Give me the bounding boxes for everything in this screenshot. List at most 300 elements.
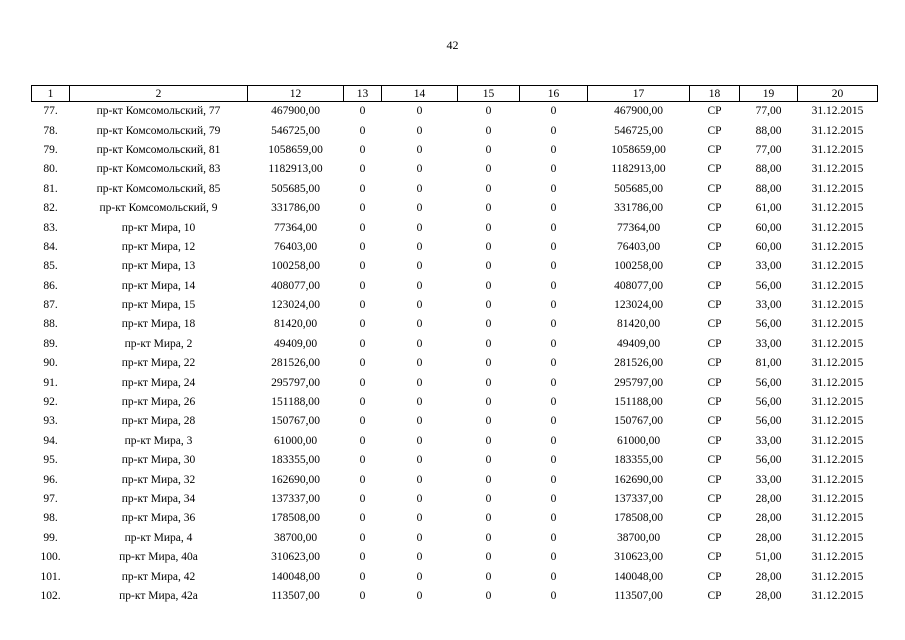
value-cell: 0 bbox=[416, 279, 423, 292]
value-cell: 0 bbox=[416, 105, 423, 118]
value-cell: 0 bbox=[359, 221, 366, 234]
address-cell: пр-кт Мира, 34 bbox=[121, 493, 196, 505]
address-cell: пр-кт Мира, 42а bbox=[119, 589, 198, 602]
value-cell: 0 bbox=[485, 396, 492, 409]
value-cell: 408077,00 bbox=[271, 279, 320, 292]
total-cell: 178508,00 bbox=[614, 512, 663, 525]
code-cell: СР bbox=[707, 182, 722, 195]
area-cell: 77,00 bbox=[755, 105, 782, 118]
value-cell: 0 bbox=[416, 182, 423, 195]
row-number: 77. bbox=[43, 105, 58, 118]
total-cell: 77364,00 bbox=[616, 221, 661, 234]
value-cell: 0 bbox=[416, 434, 423, 447]
value-cell: 81420,00 bbox=[273, 318, 318, 331]
value-cell: 123024,00 bbox=[271, 299, 320, 312]
value-cell: 0 bbox=[416, 454, 423, 467]
value-cell: 0 bbox=[416, 240, 423, 253]
row-number: 81. bbox=[43, 182, 58, 195]
total-cell: 281526,00 bbox=[614, 357, 663, 370]
value-cell: 0 bbox=[359, 105, 366, 118]
value-cell: 546725,00 bbox=[271, 124, 320, 137]
value-cell: 0 bbox=[359, 182, 366, 195]
value-cell: 0 bbox=[359, 396, 366, 409]
value-cell: 0 bbox=[485, 415, 492, 428]
table-row bbox=[32, 296, 878, 315]
address-cell: пр-кт Мира, 32 bbox=[121, 473, 196, 486]
table-row bbox=[32, 490, 878, 509]
table-row bbox=[32, 412, 878, 431]
value-cell: 0 bbox=[550, 512, 557, 525]
value-cell: 0 bbox=[416, 260, 423, 273]
total-cell: 408077,00 bbox=[614, 279, 663, 292]
value-cell: 38700,00 bbox=[273, 531, 318, 544]
address-cell: пр-кт Мира, 24 bbox=[121, 376, 196, 389]
code-cell: СР bbox=[707, 493, 722, 505]
value-cell: 310623,00 bbox=[271, 551, 320, 564]
column-header: 19 bbox=[740, 86, 798, 102]
value-cell: 0 bbox=[485, 570, 492, 583]
value-cell: 0 bbox=[359, 512, 366, 525]
column-header: 20 bbox=[798, 86, 878, 102]
row-number: 82. bbox=[43, 202, 58, 215]
total-cell: 81420,00 bbox=[616, 318, 661, 331]
total-cell: 546725,00 bbox=[614, 124, 663, 137]
table-row bbox=[32, 277, 878, 296]
value-cell: 1182913,00 bbox=[268, 163, 323, 176]
value-cell: 0 bbox=[485, 124, 492, 137]
value-cell: 0 bbox=[416, 143, 423, 156]
registry-table bbox=[31, 85, 878, 606]
date-cell: 31.12.2015 bbox=[811, 473, 864, 486]
date-cell: 31.12.2015 bbox=[811, 454, 864, 467]
value-cell: 0 bbox=[416, 415, 423, 428]
value-cell: 0 bbox=[550, 279, 557, 292]
date-cell: 31.12.2015 bbox=[811, 551, 864, 564]
column-header: 15 bbox=[458, 86, 520, 102]
area-cell: 33,00 bbox=[755, 260, 782, 273]
value-cell: 0 bbox=[359, 337, 366, 350]
value-cell: 0 bbox=[416, 551, 423, 564]
value-cell: 0 bbox=[416, 163, 423, 176]
value-cell: 0 bbox=[485, 589, 492, 602]
date-cell: 31.12.2015 bbox=[811, 570, 864, 583]
address-cell: пр-кт Мира, 18 bbox=[121, 318, 196, 331]
table-row bbox=[32, 141, 878, 160]
row-number: 80. bbox=[43, 163, 58, 176]
column-header: 12 bbox=[248, 86, 344, 102]
value-cell: 0 bbox=[416, 531, 423, 544]
value-cell: 0 bbox=[359, 473, 366, 486]
code-cell: СР bbox=[707, 434, 722, 447]
value-cell: 0 bbox=[416, 337, 423, 350]
code-cell: СР bbox=[707, 551, 722, 564]
value-cell: 0 bbox=[550, 531, 557, 544]
total-cell: 331786,00 bbox=[614, 202, 663, 215]
column-header: 2 bbox=[70, 86, 248, 102]
value-cell: 61000,00 bbox=[273, 434, 318, 447]
total-cell: 61000,00 bbox=[616, 434, 661, 447]
area-cell: 33,00 bbox=[755, 473, 782, 486]
code-cell: СР bbox=[707, 105, 722, 118]
table-row bbox=[32, 180, 878, 199]
address-cell: пр-кт Комсомольский, 85 bbox=[96, 182, 221, 195]
date-cell: 31.12.2015 bbox=[811, 396, 864, 409]
value-cell: 76403,00 bbox=[273, 240, 318, 253]
area-cell: 33,00 bbox=[755, 299, 782, 312]
area-cell: 81,00 bbox=[755, 357, 782, 370]
address-cell: пр-кт Мира, 4 bbox=[124, 531, 193, 544]
value-cell: 0 bbox=[550, 143, 557, 156]
table-row bbox=[32, 432, 878, 451]
total-cell: 38700,00 bbox=[616, 531, 661, 544]
address-cell: пр-кт Мира, 40а bbox=[119, 551, 198, 564]
total-cell: 113507,00 bbox=[614, 589, 663, 602]
date-cell: 31.12.2015 bbox=[811, 143, 864, 156]
value-cell: 0 bbox=[550, 570, 557, 583]
value-cell: 0 bbox=[359, 531, 366, 544]
total-cell: 183355,00 bbox=[614, 454, 663, 467]
value-cell: 0 bbox=[485, 202, 492, 215]
value-cell: 0 bbox=[359, 124, 366, 137]
address-cell: пр-кт Мира, 14 bbox=[121, 279, 196, 292]
row-number: 96. bbox=[43, 473, 58, 486]
value-cell: 0 bbox=[359, 454, 366, 467]
address-cell: пр-кт Мира, 12 bbox=[121, 240, 196, 253]
total-cell: 49409,00 bbox=[616, 337, 661, 350]
row-number: 86. bbox=[43, 279, 58, 292]
value-cell: 0 bbox=[359, 163, 366, 176]
code-cell: СР bbox=[707, 221, 722, 234]
code-cell: СР bbox=[707, 337, 722, 350]
value-cell: 0 bbox=[550, 105, 557, 118]
area-cell: 56,00 bbox=[755, 396, 782, 409]
value-cell: 0 bbox=[550, 124, 557, 137]
code-cell: СР bbox=[707, 415, 722, 428]
value-cell: 0 bbox=[485, 512, 492, 525]
code-cell: СР bbox=[707, 318, 722, 331]
row-number: 89. bbox=[43, 337, 58, 350]
value-cell: 0 bbox=[485, 105, 492, 118]
row-number: 79. bbox=[43, 143, 58, 156]
table-row bbox=[32, 393, 878, 412]
value-cell: 0 bbox=[359, 202, 366, 215]
address-cell: пр-кт Мира, 26 bbox=[121, 396, 196, 409]
address-cell: пр-кт Мира, 36 bbox=[121, 512, 196, 525]
date-cell: 31.12.2015 bbox=[811, 531, 864, 544]
date-cell: 31.12.2015 bbox=[811, 240, 864, 253]
date-cell: 31.12.2015 bbox=[811, 415, 864, 428]
code-cell: СР bbox=[707, 396, 722, 409]
area-cell: 56,00 bbox=[755, 376, 782, 389]
value-cell: 0 bbox=[359, 551, 366, 564]
value-cell: 0 bbox=[416, 589, 423, 602]
total-cell: 505685,00 bbox=[614, 182, 663, 195]
row-number: 101. bbox=[40, 570, 61, 583]
area-cell: 88,00 bbox=[755, 163, 782, 176]
code-cell: СР bbox=[707, 143, 722, 156]
date-cell: 31.12.2015 bbox=[811, 182, 864, 195]
value-cell: 0 bbox=[485, 318, 492, 331]
date-cell: 31.12.2015 bbox=[811, 163, 864, 176]
value-cell: 0 bbox=[550, 493, 557, 505]
table-row bbox=[32, 160, 878, 179]
value-cell: 49409,00 bbox=[273, 337, 318, 350]
value-cell: 0 bbox=[550, 221, 557, 234]
date-cell: 31.12.2015 bbox=[811, 202, 864, 215]
address-cell: пр-кт Мира, 28 bbox=[121, 415, 196, 428]
total-cell: 162690,00 bbox=[614, 473, 663, 486]
code-cell: СР bbox=[707, 473, 722, 486]
table-row bbox=[32, 238, 878, 257]
row-number: 84. bbox=[43, 240, 58, 253]
table-header-row bbox=[32, 86, 878, 102]
area-cell: 51,00 bbox=[755, 551, 782, 564]
table-row bbox=[32, 102, 878, 122]
row-number: 88. bbox=[43, 318, 58, 331]
value-cell: 505685,00 bbox=[271, 182, 320, 195]
value-cell: 0 bbox=[416, 473, 423, 486]
value-cell: 183355,00 bbox=[271, 454, 320, 467]
address-cell: пр-кт Комсомольский, 79 bbox=[96, 124, 221, 137]
value-cell: 0 bbox=[359, 589, 366, 602]
date-cell: 31.12.2015 bbox=[811, 299, 864, 312]
value-cell: 162690,00 bbox=[271, 473, 320, 486]
value-cell: 0 bbox=[359, 493, 366, 505]
area-cell: 28,00 bbox=[755, 512, 782, 525]
area-cell: 33,00 bbox=[755, 337, 782, 350]
row-number: 94. bbox=[43, 434, 58, 447]
value-cell: 0 bbox=[485, 221, 492, 234]
column-header: 18 bbox=[690, 86, 740, 102]
table-row bbox=[32, 548, 878, 567]
value-cell: 151188,00 bbox=[271, 396, 320, 409]
value-cell: 1058659,00 bbox=[268, 143, 323, 156]
row-number: 87. bbox=[43, 299, 58, 312]
column-header: 1 bbox=[32, 86, 70, 102]
address-cell: пр-кт Мира, 13 bbox=[121, 260, 196, 273]
area-cell: 28,00 bbox=[755, 493, 782, 505]
date-cell: 31.12.2015 bbox=[811, 589, 864, 602]
total-cell: 1182913,00 bbox=[611, 163, 666, 176]
total-cell: 123024,00 bbox=[614, 299, 663, 312]
code-cell: СР bbox=[707, 357, 722, 370]
total-cell: 76403,00 bbox=[616, 240, 661, 253]
table-body bbox=[32, 102, 878, 607]
date-cell: 31.12.2015 bbox=[811, 318, 864, 331]
value-cell: 0 bbox=[485, 434, 492, 447]
value-cell: 0 bbox=[550, 163, 557, 176]
row-number: 93. bbox=[43, 415, 58, 428]
value-cell: 0 bbox=[550, 415, 557, 428]
value-cell: 0 bbox=[550, 182, 557, 195]
value-cell: 0 bbox=[359, 318, 366, 331]
table-row bbox=[32, 121, 878, 140]
code-cell: СР bbox=[707, 570, 722, 583]
value-cell: 0 bbox=[485, 299, 492, 312]
value-cell: 0 bbox=[359, 240, 366, 253]
value-cell: 0 bbox=[416, 124, 423, 137]
code-cell: СР bbox=[707, 163, 722, 176]
row-number: 102. bbox=[40, 589, 61, 602]
value-cell: 0 bbox=[359, 434, 366, 447]
value-cell: 0 bbox=[485, 473, 492, 486]
area-cell: 56,00 bbox=[755, 415, 782, 428]
area-cell: 28,00 bbox=[755, 570, 782, 583]
row-number: 85. bbox=[43, 260, 58, 273]
area-cell: 56,00 bbox=[755, 279, 782, 292]
area-cell: 61,00 bbox=[755, 202, 782, 215]
address-cell: пр-кт Мира, 22 bbox=[121, 357, 196, 370]
value-cell: 0 bbox=[550, 357, 557, 370]
value-cell: 0 bbox=[359, 299, 366, 312]
row-number: 100. bbox=[40, 551, 61, 564]
value-cell: 0 bbox=[550, 240, 557, 253]
table-row bbox=[32, 315, 878, 334]
code-cell: СР bbox=[707, 299, 722, 312]
table-row bbox=[32, 373, 878, 392]
total-cell: 310623,00 bbox=[614, 551, 663, 564]
value-cell: 0 bbox=[485, 260, 492, 273]
value-cell: 0 bbox=[550, 202, 557, 215]
value-cell: 0 bbox=[485, 279, 492, 292]
value-cell: 0 bbox=[485, 531, 492, 544]
value-cell: 0 bbox=[550, 434, 557, 447]
area-cell: 88,00 bbox=[755, 124, 782, 137]
address-cell: пр-кт Комсомольский, 81 bbox=[96, 143, 221, 156]
value-cell: 137337,00 bbox=[271, 493, 320, 505]
value-cell: 0 bbox=[485, 376, 492, 389]
value-cell: 0 bbox=[416, 318, 423, 331]
row-number: 99. bbox=[43, 531, 58, 544]
code-cell: СР bbox=[707, 124, 722, 137]
row-number: 95. bbox=[43, 454, 58, 467]
value-cell: 100258,00 bbox=[271, 260, 320, 273]
code-cell: СР bbox=[707, 531, 722, 544]
area-cell: 60,00 bbox=[755, 240, 782, 253]
total-cell: 295797,00 bbox=[614, 376, 663, 389]
value-cell: 281526,00 bbox=[271, 357, 320, 370]
date-cell: 31.12.2015 bbox=[811, 260, 864, 273]
address-cell: пр-кт Мира, 2 bbox=[124, 337, 193, 350]
row-number: 90. bbox=[43, 357, 58, 370]
value-cell: 0 bbox=[416, 493, 423, 505]
code-cell: СР bbox=[707, 512, 722, 525]
row-number: 78. bbox=[43, 124, 58, 137]
value-cell: 0 bbox=[485, 454, 492, 467]
area-cell: 56,00 bbox=[755, 454, 782, 467]
column-header: 13 bbox=[344, 86, 382, 102]
table-row bbox=[32, 354, 878, 373]
value-cell: 150767,00 bbox=[271, 415, 320, 428]
value-cell: 140048,00 bbox=[271, 570, 320, 583]
total-cell: 150767,00 bbox=[614, 415, 663, 428]
value-cell: 0 bbox=[359, 143, 366, 156]
value-cell: 0 bbox=[485, 163, 492, 176]
value-cell: 178508,00 bbox=[271, 512, 320, 525]
date-cell: 31.12.2015 bbox=[811, 105, 864, 118]
value-cell: 0 bbox=[550, 396, 557, 409]
value-cell: 0 bbox=[416, 376, 423, 389]
value-cell: 0 bbox=[485, 493, 492, 505]
value-cell: 331786,00 bbox=[271, 202, 320, 215]
value-cell: 0 bbox=[416, 396, 423, 409]
value-cell: 0 bbox=[416, 299, 423, 312]
row-number: 91. bbox=[43, 376, 58, 389]
table-row bbox=[32, 509, 878, 528]
value-cell: 0 bbox=[485, 240, 492, 253]
address-cell: пр-кт Комсомольский, 77 bbox=[96, 105, 221, 118]
value-cell: 0 bbox=[416, 512, 423, 525]
code-cell: СР bbox=[707, 260, 722, 273]
code-cell: СР bbox=[707, 454, 722, 467]
value-cell: 0 bbox=[550, 260, 557, 273]
row-number: 83. bbox=[43, 221, 58, 234]
value-cell: 0 bbox=[550, 589, 557, 602]
area-cell: 28,00 bbox=[755, 589, 782, 602]
date-cell: 31.12.2015 bbox=[811, 124, 864, 137]
area-cell: 60,00 bbox=[755, 221, 782, 234]
table-row bbox=[32, 451, 878, 470]
value-cell: 113507,00 bbox=[271, 589, 320, 602]
value-cell: 0 bbox=[485, 551, 492, 564]
value-cell: 77364,00 bbox=[273, 221, 318, 234]
value-cell: 0 bbox=[359, 570, 366, 583]
area-cell: 88,00 bbox=[755, 182, 782, 195]
code-cell: СР bbox=[707, 376, 722, 389]
value-cell: 0 bbox=[550, 473, 557, 486]
value-cell: 0 bbox=[359, 376, 366, 389]
total-cell: 140048,00 bbox=[614, 570, 663, 583]
value-cell: 0 bbox=[359, 260, 366, 273]
date-cell: 31.12.2015 bbox=[811, 357, 864, 370]
area-cell: 33,00 bbox=[755, 434, 782, 447]
date-cell: 31.12.2015 bbox=[811, 376, 864, 389]
value-cell: 0 bbox=[416, 202, 423, 215]
code-cell: СР bbox=[707, 202, 722, 215]
column-header: 16 bbox=[520, 86, 588, 102]
table-row bbox=[32, 470, 878, 489]
value-cell: 467900,00 bbox=[271, 105, 320, 118]
value-cell: 0 bbox=[485, 337, 492, 350]
date-cell: 31.12.2015 bbox=[811, 434, 864, 447]
area-cell: 77,00 bbox=[755, 143, 782, 156]
address-cell: пр-кт Мира, 42 bbox=[121, 570, 196, 583]
table-row bbox=[32, 587, 878, 606]
value-cell: 0 bbox=[485, 357, 492, 370]
address-cell: пр-кт Комсомольский, 9 bbox=[99, 202, 218, 215]
row-number: 92. bbox=[43, 396, 58, 409]
address-cell: пр-кт Комсомольский, 83 bbox=[96, 163, 221, 176]
value-cell: 0 bbox=[416, 221, 423, 234]
date-cell: 31.12.2015 bbox=[811, 221, 864, 234]
date-cell: 31.12.2015 bbox=[811, 493, 864, 505]
code-cell: СР bbox=[707, 240, 722, 253]
value-cell: 0 bbox=[416, 570, 423, 583]
column-header: 14 bbox=[382, 86, 458, 102]
table-row bbox=[32, 257, 878, 276]
row-number: 98. bbox=[43, 512, 58, 525]
area-cell: 56,00 bbox=[755, 318, 782, 331]
value-cell: 0 bbox=[485, 182, 492, 195]
value-cell: 0 bbox=[550, 299, 557, 312]
area-cell: 28,00 bbox=[755, 531, 782, 544]
date-cell: 31.12.2015 bbox=[811, 512, 864, 525]
page-number: 42 bbox=[446, 38, 459, 52]
address-cell: пр-кт Мира, 3 bbox=[124, 434, 193, 447]
address-cell: пр-кт Мира, 30 bbox=[121, 454, 196, 467]
value-cell: 0 bbox=[485, 143, 492, 156]
date-cell: 31.12.2015 bbox=[811, 279, 864, 292]
